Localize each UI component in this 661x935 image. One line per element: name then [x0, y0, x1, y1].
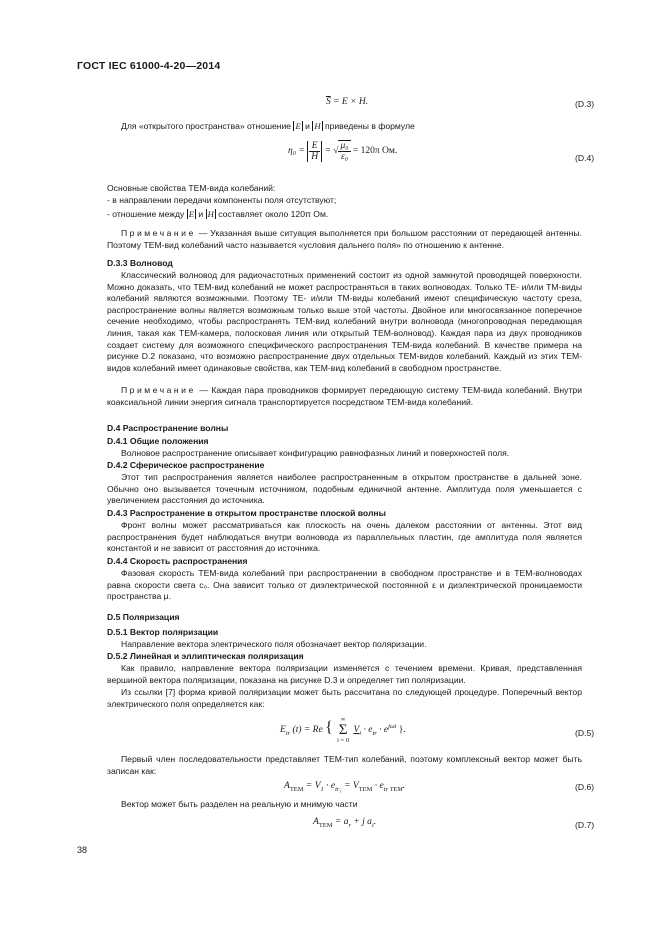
equation-d6: $A_{TEM} = V_1 \cdot e_{tr_1} = V_{TEM} \cdot e_{tr TEM}$. [284, 781, 406, 793]
equation-number-d3: (D.3) [575, 99, 595, 109]
equation-d5: $E_{tr}$ (t) = Re { ∞ Σ i = 0 $V_i \cdot e_{tr} \cdot e^{j\omega t}$ }. [280, 716, 406, 744]
open-space-sentence: Для «открытого пространства» отношение E и H приведены в формуле [121, 121, 415, 131]
paragraph-d41: Волновое распространение описывает конфигурацию равнофазных линий и поверхностей поля. [121, 448, 510, 458]
paragraph-split: Вектор может быть разделен на реальную и мнимую части [121, 799, 358, 809]
paragraph-first-term: Первый член последовательности представляет ТЕМ-тип колебаний, поэтому комплексный вектор может быть записан как: [107, 754, 582, 776]
equation-number-d7: (D.7) [575, 820, 595, 830]
heading-d43: D.4.3 Распространение в открытом пространстве плоской волны [107, 508, 386, 518]
paragraph-d42: Этот тип распространения является наиболее распространенным в открытом пространстве в дальней зоне. Обычно оно вызывается точечным источником, подобным единичной антенне. Амплитуда поля уменьшается с увеличением расстояния до источника. [107, 472, 582, 506]
paragraph-d52a: Как правило, направление вектора поляризации изменяется с течением времени. Кривая, представленная вершиной вектора поляризации, показана на рисунке D.3 и определяет тип поляризации. [107, 663, 582, 685]
heading-d51: D.5.1 Вектор поляризации [107, 627, 219, 637]
equation-d3: $\overline{S} = E \times H$. [326, 97, 369, 107]
note-coax: Примечание — Каждая пара проводников формирует передающую систему ТЕМ-вида колебаний. Внутри коаксиальной линии энергия сигнала транспортируется посредством ТЕМ-вида колебаний. [107, 385, 582, 407]
heading-d44: D.4.4 Скорость распространения [107, 556, 248, 566]
equation-d4: η₀ = $\frac{E}{H}$ = √ $\frac{\text{μ₀}}{\text{ε₀}}$ = 120π Ом. [288, 140, 398, 162]
heading-d41: D.4.1 Общие положения [107, 436, 209, 446]
heading-d33: D.3.3 Волновод [107, 258, 173, 268]
paragraph-d44: Фазовая скорость ТЕМ-вида колебаний при распространении в свободном пространстве и в ТЕМ-волноводах равна скорости света c₀. Она зависит только от диэлектрической постоянной ε и диэлектрической проницаемости пространства μ. [107, 568, 582, 602]
page-number: 38 [77, 845, 88, 855]
properties-item-1: - в направлении передачи компоненты поля отсутствуют; [107, 195, 337, 205]
paragraph-d52b: Из ссылки [7] форма кривой поляризации может быть рассчитана по следующей процедуре. Поперечный вектор электрического поля определяется как: [107, 687, 582, 709]
heading-d5: D.5 Поляризация [107, 612, 180, 622]
heading-d4: D.4 Распространение волны [107, 423, 229, 433]
heading-d42: D.4.2 Сферическое распространение [107, 460, 265, 470]
equation-number-d5: (D.5) [575, 728, 595, 738]
paragraph-d51: Направление вектора электрического поля обозначает вектор поляризации. [121, 639, 427, 649]
equation-number-d6: (D.6) [575, 782, 595, 792]
properties-intro: Основные свойства ТЕМ-вида колебаний: [107, 183, 276, 193]
properties-item-2: - отношение между E и H составляет около 120π Ом. [107, 209, 329, 219]
note-far-field: Примечание — Указанная выше ситуация выполняется при большом расстоянии от передающей антенны. Поэтому ТЕМ-вид колебаний часто называется «условия дальнего поля» по отношению к антенне. [107, 228, 582, 250]
equation-number-d4: (D.4) [575, 153, 595, 163]
heading-d52: D.5.2 Линейная и эллиптическая поляризация [107, 651, 304, 661]
document-header: ГОСТ IEC 61000-4-20—2014 [77, 60, 221, 72]
paragraph-d33: Классический волновод для радиочастотных применений состоит из одной замкнутой проводящей поверхности. Можно доказать, что ТЕМ-вид колебаний не может распространяться в таких волноводах. Только ТЕ- и/или ТМ-виды колебаний являются возможными. Поэтому ТЕ- и/или ТМ-виды колебаний имеют специфическую частоту среза, распространение волны является возможным только выше этой частоты. Двойное или многосвязанное поперечное сечение необходимо, чтобы распространять ТЕМ-вид колебаний внутри волновода (многопроводная передающая линия, такая как ТЕМ-камера, полосковая линия или открытый ТЕМ-волновод). Каждая пара из двух проводников создает систему для возможного специфического распространения ТЕМ-вида колебаний. В качестве примера на рисунке D.2 показано, что возможно распространение двух отдельных ТЕМ-видов колебаний. Каждый из этих ТЕМ-видов колебаний имеет одинаковые свойства, как ТЕМ-вид колебаний в свободном пространстве. [107, 270, 582, 373]
equation-d7: $A_{TEM} = a_r + j$ $a_i$. [313, 817, 377, 829]
paragraph-d43: Фронт волны может рассматриваться как плоскость на очень далеком расстоянии от антенны. Этот вид распространения будет наблюдаться внутри волновода из параллельных пластин, где амплитуда поля является константой и не зависит от расстояния до источника. [107, 520, 582, 554]
